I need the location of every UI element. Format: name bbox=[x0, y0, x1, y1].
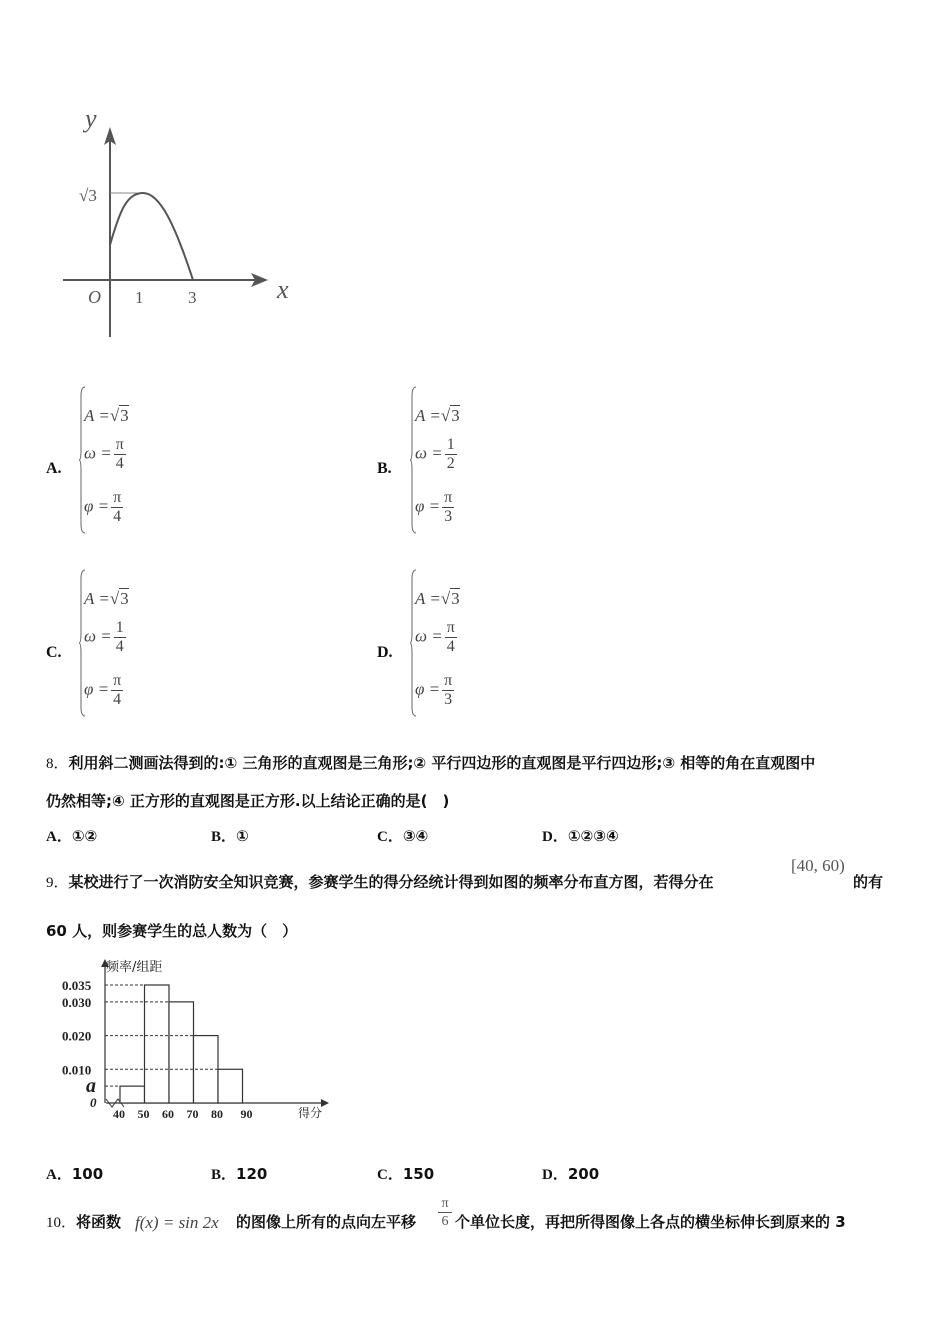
question-10-rest: 个单位长度，再把所得图像上各点的横坐标伸长到原来的 3 bbox=[455, 1213, 846, 1231]
question-10-middle: 的图像上所有的点向左平移 bbox=[236, 1213, 417, 1231]
histogram-bar bbox=[120, 1086, 145, 1103]
phi-equation: φ = $\frac{\pi}{3}$ bbox=[415, 672, 453, 708]
q9-option-c[interactable]: C．150 bbox=[377, 1165, 435, 1183]
interval-40-60: [40, 60) bbox=[791, 856, 845, 875]
x-axis-title: 得分 bbox=[298, 1106, 323, 1120]
amplitude-equation: A =√3 bbox=[84, 589, 129, 608]
option-letter: D. bbox=[377, 644, 393, 661]
option-letter: A. bbox=[46, 460, 62, 477]
shift-fraction: π 6 bbox=[438, 1196, 452, 1231]
origin-label: O bbox=[88, 287, 101, 307]
phi-equation: φ = $\frac{\pi}{3}$ bbox=[415, 489, 453, 525]
equation-system bbox=[78, 569, 198, 717]
amplitude-equation: A =√3 bbox=[415, 406, 460, 425]
function-expression: f(x) = sin 2x bbox=[135, 1213, 219, 1232]
q9-option-b[interactable]: B．120 bbox=[211, 1165, 268, 1183]
x-axis-arrow bbox=[321, 1099, 329, 1107]
histogram-bar bbox=[145, 985, 170, 1103]
omega-equation: ω = $\frac{1}{4}$ bbox=[84, 619, 124, 655]
y-tick-label: 0.010 bbox=[62, 1062, 92, 1078]
y-tick-label: a bbox=[86, 1075, 96, 1098]
q9-option-a[interactable]: A．100 bbox=[46, 1165, 104, 1183]
amplitude-equation: A =√3 bbox=[415, 589, 460, 608]
frequency-histogram bbox=[60, 955, 340, 1125]
x-tick-label: 90 bbox=[240, 1107, 253, 1121]
x-tick-label: 40 bbox=[113, 1107, 125, 1121]
q8-option-a[interactable]: A．①② bbox=[46, 827, 98, 845]
histogram-bar bbox=[169, 1002, 194, 1103]
omega-equation: ω = $\frac{1}{2}$ bbox=[415, 436, 455, 472]
option-letter: C. bbox=[46, 644, 62, 661]
x-tick-label: 60 bbox=[162, 1107, 174, 1121]
x-tick-3: 3 bbox=[188, 288, 197, 307]
q8-option-c[interactable]: C．③④ bbox=[377, 827, 429, 845]
x-axis-label: x bbox=[277, 275, 289, 304]
equation-system bbox=[409, 569, 529, 717]
sine-graph bbox=[55, 95, 315, 345]
q8-option-d[interactable]: D．①②③④ bbox=[542, 827, 619, 845]
question-9-line-1-end: 的有 bbox=[853, 873, 884, 891]
option-letter: B. bbox=[377, 460, 392, 477]
question-8-line-2: 仍然相等;④ 正方形的直观图是正方形.以上结论正确的是( ) bbox=[46, 792, 450, 810]
q8-option-b[interactable]: B．① bbox=[211, 827, 249, 845]
phi-equation: φ = $\frac{\pi}{4}$ bbox=[84, 672, 122, 708]
y-axis-title: 频率/组距 bbox=[106, 960, 163, 975]
question-9-line-2: 60 人，则参赛学生的总人数为（ ） bbox=[46, 922, 298, 940]
equation-system bbox=[409, 386, 529, 534]
omega-equation: ω = $\frac{\pi}{4}$ bbox=[84, 436, 124, 472]
x-tick-label: 50 bbox=[137, 1107, 150, 1121]
origin-label: 0 bbox=[90, 1095, 97, 1110]
y-tick-sqrt3: √3 bbox=[79, 186, 97, 205]
omega-equation: ω = $\frac{\pi}{4}$ bbox=[415, 619, 455, 655]
question-10-intro: 10．将函数 bbox=[46, 1213, 122, 1231]
sine-curve bbox=[110, 193, 193, 280]
x-tick-label: 70 bbox=[186, 1107, 199, 1121]
y-axis-label: y bbox=[85, 104, 97, 133]
y-tick-label: 0.030 bbox=[62, 994, 92, 1010]
question-8-line-1: 8．利用斜二测画法得到的:① 三角形的直观图是三角形;② 平行四边形的直观图是平行四边形;③ 相等的角在直观图中 bbox=[46, 754, 816, 772]
x-tick-label: 80 bbox=[211, 1107, 223, 1121]
question-9-line-1: 9．某校进行了一次消防安全知识竞赛，参赛学生的得分经统计得到如图的频率分布直方图，若得分在 bbox=[46, 873, 714, 891]
phi-equation: φ = $\frac{\pi}{4}$ bbox=[84, 489, 122, 525]
equation-system bbox=[78, 386, 198, 534]
y-tick-label: 0.035 bbox=[62, 978, 92, 993]
y-tick-label: 0.020 bbox=[62, 1028, 92, 1044]
q9-option-d[interactable]: D．200 bbox=[542, 1165, 600, 1183]
histogram-bar bbox=[218, 1069, 243, 1103]
x-tick-1: 1 bbox=[135, 288, 144, 307]
amplitude-equation: A =√3 bbox=[84, 406, 129, 425]
